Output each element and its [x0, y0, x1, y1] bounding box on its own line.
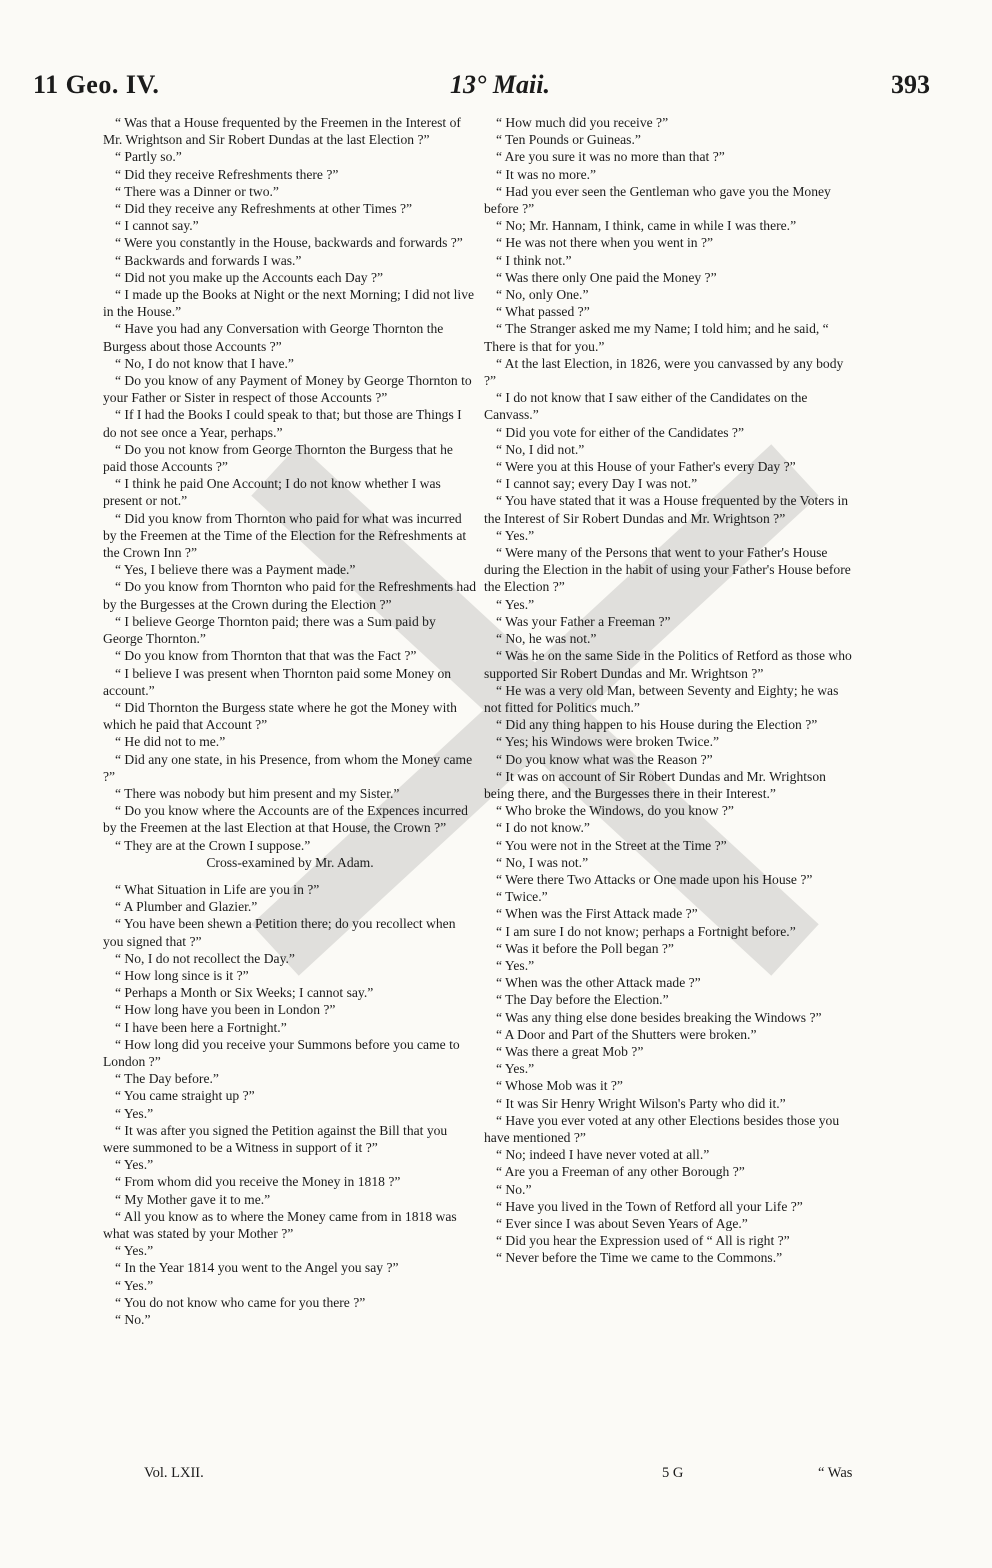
testimony-line: “ Who broke the Windows, do you know ?” — [496, 803, 734, 819]
testimony-line: “ The Stranger asked me my Name; I told him; and he said, “ There is that for you.” — [484, 321, 829, 354]
testimony-line: “ He was a very old Man, between Seventy and Eighty; he was not fitted for Politics much.” — [484, 682, 839, 715]
testimony-line: “ The Day before the Election.” — [496, 992, 669, 1008]
testimony-line: “ Do you not know from George Thornton the Burgess that he paid those Accounts ?” — [103, 441, 453, 475]
testimony-line: “ I do not know that I saw either of the Candidates on the Canvass.” — [484, 390, 808, 423]
testimony-line: “ What Situation in Life are you in ?” — [115, 881, 320, 897]
testimony-line: “ Have you lived in the Town of Retford all your Life ?” — [496, 1198, 803, 1214]
testimony-line: “ He was not there when you went in ?” — [496, 235, 714, 251]
testimony-line: “ Do you know of any Payment of Money by George Thornton to your Father or Sister in respect of those Accounts ?” — [103, 373, 472, 406]
testimony-line: “ You have stated that it was a House frequented by the Voters in the Interest of Sir Robert Dundas and Mr. Wrightson ?” — [484, 493, 849, 526]
testimony-line: “ I am sure I do not know; perhaps a Fortnight before.” — [496, 923, 796, 939]
testimony-line: “ You were not in the Street at the Time ?” — [496, 837, 727, 853]
testimony-line: “ I do not know.” — [496, 820, 590, 836]
testimony-line: “ The Day before.” — [115, 1071, 219, 1087]
testimony-line: “ Did any thing happen to his House during the Election ?” — [496, 717, 818, 733]
session-date: 13° Maii. — [450, 70, 550, 99]
testimony-line: “ Were there Two Attacks or One made upon his House ?” — [496, 871, 813, 887]
testimony-line: “ Have you ever voted at any other Elections besides those you have mentioned ?” — [484, 1112, 840, 1145]
testimony-line: “ No, I do not know that I have.” — [115, 355, 294, 371]
testimony-line: “ How long since is it ?” — [115, 967, 249, 983]
testimony-line: “ Never before the Time we came to the Commons.” — [496, 1250, 783, 1266]
signature-mark: 5 G — [662, 1465, 684, 1481]
testimony-line: “ Do you know from Thornton that that was the Fact ?” — [115, 648, 417, 664]
testimony-line: “ Did not you make up the Accounts each Day ?” — [115, 269, 384, 285]
testimony-line: “ He did not to me.” — [115, 734, 226, 750]
testimony-line: “ All you know as to where the Money came from in 1818 was what was stated by your Mother ?” — [103, 1208, 457, 1241]
catchword: “ Was — [818, 1465, 853, 1481]
testimony-line: “ I cannot say.” — [115, 218, 199, 234]
testimony-line: “ Partly so.” — [115, 149, 182, 165]
testimony-line: “ It was after you signed the Petition against the Bill that you were summoned to be a Witness in support of it ?” — [103, 1122, 448, 1155]
testimony-line: “ Whose Mob was it ?” — [496, 1078, 623, 1094]
testimony-line: “ Yes.” — [496, 527, 535, 543]
testimony-line: “ My Mother gave it to me.” — [115, 1191, 271, 1207]
testimony-line: “ What passed ?” — [496, 304, 590, 320]
testimony-line: “ Had you ever seen the Gentleman who gave you the Money before ?” — [484, 183, 831, 217]
testimony-line: “ Yes; his Windows were broken Twice.” — [496, 734, 720, 750]
testimony-line: “ Did they receive Refreshments there ?” — [115, 166, 339, 182]
testimony-line: “ Ten Pounds or Guineas.” — [496, 132, 641, 148]
testimony-line: “ Was he on the same Side in the Politics of Retford as those who supported Sir Robert Dundas and Mr. Wrightson ?” — [484, 648, 852, 681]
testimony-line: “ It was no more.” — [496, 166, 597, 182]
testimony-line: “ If I had the Books I could speak to that; but those are Things I do not see once a Year, perhaps.” — [103, 407, 462, 440]
regnal-year: 11 Geo. IV. — [33, 70, 160, 99]
testimony-line: “ Yes.” — [115, 1243, 154, 1259]
testimony-line: “ How long did you receive your Summons before you came to London ?” — [103, 1036, 460, 1069]
testimony-line: “ I believe I was present when Thornton paid some Money on account.” — [103, 665, 452, 698]
testimony-line: “ How long have you been in London ?” — [115, 1002, 336, 1018]
testimony-line: “ How much did you receive ?” — [496, 115, 669, 130]
testimony-line: “ Do you know from Thornton who paid for the Refreshments had by the Burgesses at the Crown during the Election ?” — [103, 579, 477, 612]
testimony-line: “ Did you know from Thornton who paid for what was incurred by the Freemen at the Time of the Election for the Refreshments at the Crown Inn ?” — [103, 510, 467, 561]
testimony-line: “ Yes, I believe there was a Payment made.” — [115, 562, 356, 578]
testimony-line: “ I cannot say; every Day I was not.” — [496, 476, 698, 492]
testimony-line: “ Perhaps a Month or Six Weeks; I cannot say.” — [115, 985, 374, 1001]
right-column — [484, 114, 858, 1267]
testimony-line: “ Have you had any Conversation with George Thornton the Burgess about those Accounts ?” — [103, 321, 444, 354]
testimony-line: “ No, I did not.” — [496, 441, 585, 457]
testimony-line: “ Were many of the Persons that went to your Father's House during the Election in the habit of using your Father's House before the Election ?” — [484, 545, 851, 595]
testimony-line: “ No; indeed I have never voted at all.” — [496, 1147, 710, 1163]
testimony-line: “ Do you know where the Accounts are of the Expences incurred by the Freemen at the last Election at that House, the Crown ?” — [103, 803, 468, 836]
testimony-line: “ No; Mr. Hannam, I think, came in while I was there.” — [496, 218, 797, 234]
testimony-line: “ Was there a great Mob ?” — [496, 1043, 644, 1059]
testimony-line: “ Yes.” — [115, 1277, 154, 1293]
testimony-line: “ I think not.” — [496, 252, 572, 268]
testimony-line: “ Ever since I was about Seven Years of Age.” — [496, 1216, 748, 1231]
testimony-line: “ Was there only One paid the Money ?” — [496, 269, 717, 285]
testimony-line: “ No, I do not recollect the Day.” — [115, 950, 295, 966]
testimony-line: “ Was that a House frequented by the Freemen in the Interest of Mr. Wrightson and Sir Robert Dundas at the last Election ?” — [103, 115, 461, 148]
testimony-line: “ It was Sir Henry Wright Wilson's Party who did it.” — [496, 1095, 786, 1111]
testimony-line: “ When was the First Attack made ?” — [496, 906, 698, 922]
testimony-line: “ In the Year 1814 you went to the Angel you say ?” — [115, 1260, 399, 1276]
testimony-line: “ You do not know who came for you there ?” — [115, 1294, 366, 1310]
testimony-line: “ Did you hear the Expression used of “ All is right ?” — [496, 1233, 790, 1249]
testimony-line: “ I believe George Thornton paid; there was a Sum paid by George Thornton.” — [103, 613, 436, 647]
testimony-line: “ Backwards and forwards I was.” — [115, 252, 302, 268]
testimony-line: “ Was it before the Poll began ?” — [496, 940, 674, 956]
testimony-line: “ Do you know what was the Reason ?” — [496, 751, 713, 767]
testimony-line: “ Yes.” — [496, 596, 535, 612]
testimony-line: “ Were you at this House of your Father's every Day ?” — [496, 459, 796, 475]
testimony-line: “ No.” — [496, 1181, 532, 1197]
testimony-line: “ Did they receive any Refreshments at other Times ?” — [115, 201, 413, 217]
testimony-line: “ Yes.” — [496, 1061, 535, 1077]
page-header — [0, 70, 992, 106]
testimony-line: “ From whom did you receive the Money in 1818 ?” — [115, 1174, 401, 1190]
testimony-line: “ Yes.” — [115, 1105, 154, 1121]
testimony-line: “ A Plumber and Glazier.” — [115, 899, 258, 915]
testimony-line: “ Did Thornton the Burgess state where he got the Money with which he paid that Account ?” — [103, 699, 457, 733]
testimony-line: “ Was any thing else done besides breaking the Windows ?” — [496, 1009, 822, 1025]
testimony-line: “ No, I was not.” — [496, 854, 589, 870]
testimony-line: “ I made up the Books at Night or the next Morning; I did not live in the House.” — [103, 287, 475, 320]
testimony-line: “ Was your Father a Freeman ?” — [496, 613, 671, 629]
testimony-line: “ When was the other Attack made ?” — [496, 975, 701, 991]
page-number: 393 — [891, 70, 930, 99]
testimony-line: “ No, only One.” — [496, 287, 589, 303]
testimony-line: “ Are you sure it was no more than that ?” — [496, 149, 725, 165]
testimony-line: “ You came straight up ?” — [115, 1088, 255, 1104]
testimony-line: “ You have been shewn a Petition there; do you recollect when you signed that ?” — [103, 916, 456, 949]
testimony-line: “ They are at the Crown I suppose.” — [115, 837, 311, 853]
testimony-line: “ Yes.” — [115, 1157, 154, 1173]
testimony-line: “ A Door and Part of the Shutters were broken.” — [496, 1026, 757, 1042]
testimony-line: “ There was a Dinner or two.” — [115, 183, 279, 199]
testimony-line: “ I think he paid One Account; I do not know whether I was present or not.” — [103, 476, 441, 509]
testimony-line: “ It was on account of Sir Robert Dundas and Mr. Wrightson being there, and the Burgesses there in their Interest.” — [484, 768, 826, 801]
testimony-line: “ No.” — [115, 1312, 151, 1328]
testimony-line: “ There was nobody but him present and my Sister.” — [115, 785, 400, 801]
left-column — [103, 114, 477, 1328]
testimony-line: “ Are you a Freeman of any other Borough ?” — [496, 1164, 745, 1180]
testimony-line: “ Yes.” — [496, 957, 535, 973]
cross-examination-heading: Cross-examined by Mr. Adam. — [206, 854, 374, 870]
testimony-line: “ Did any one state, in his Presence, from whom the Money came ?” — [103, 751, 473, 784]
testimony-line: “ Twice.” — [496, 889, 548, 905]
testimony-line: “ No, he was not.” — [496, 631, 597, 647]
volume-label: Vol. LXII. — [144, 1465, 204, 1481]
testimony-line: “ Did you vote for either of the Candidates ?” — [496, 424, 744, 440]
testimony-line: “ Were you constantly in the House, backwards and forwards ?” — [115, 235, 463, 251]
testimony-line: “ At the last Election, in 1826, were you canvassed by any body ?” — [484, 355, 844, 389]
testimony-line: “ I have been here a Fortnight.” — [115, 1019, 287, 1035]
